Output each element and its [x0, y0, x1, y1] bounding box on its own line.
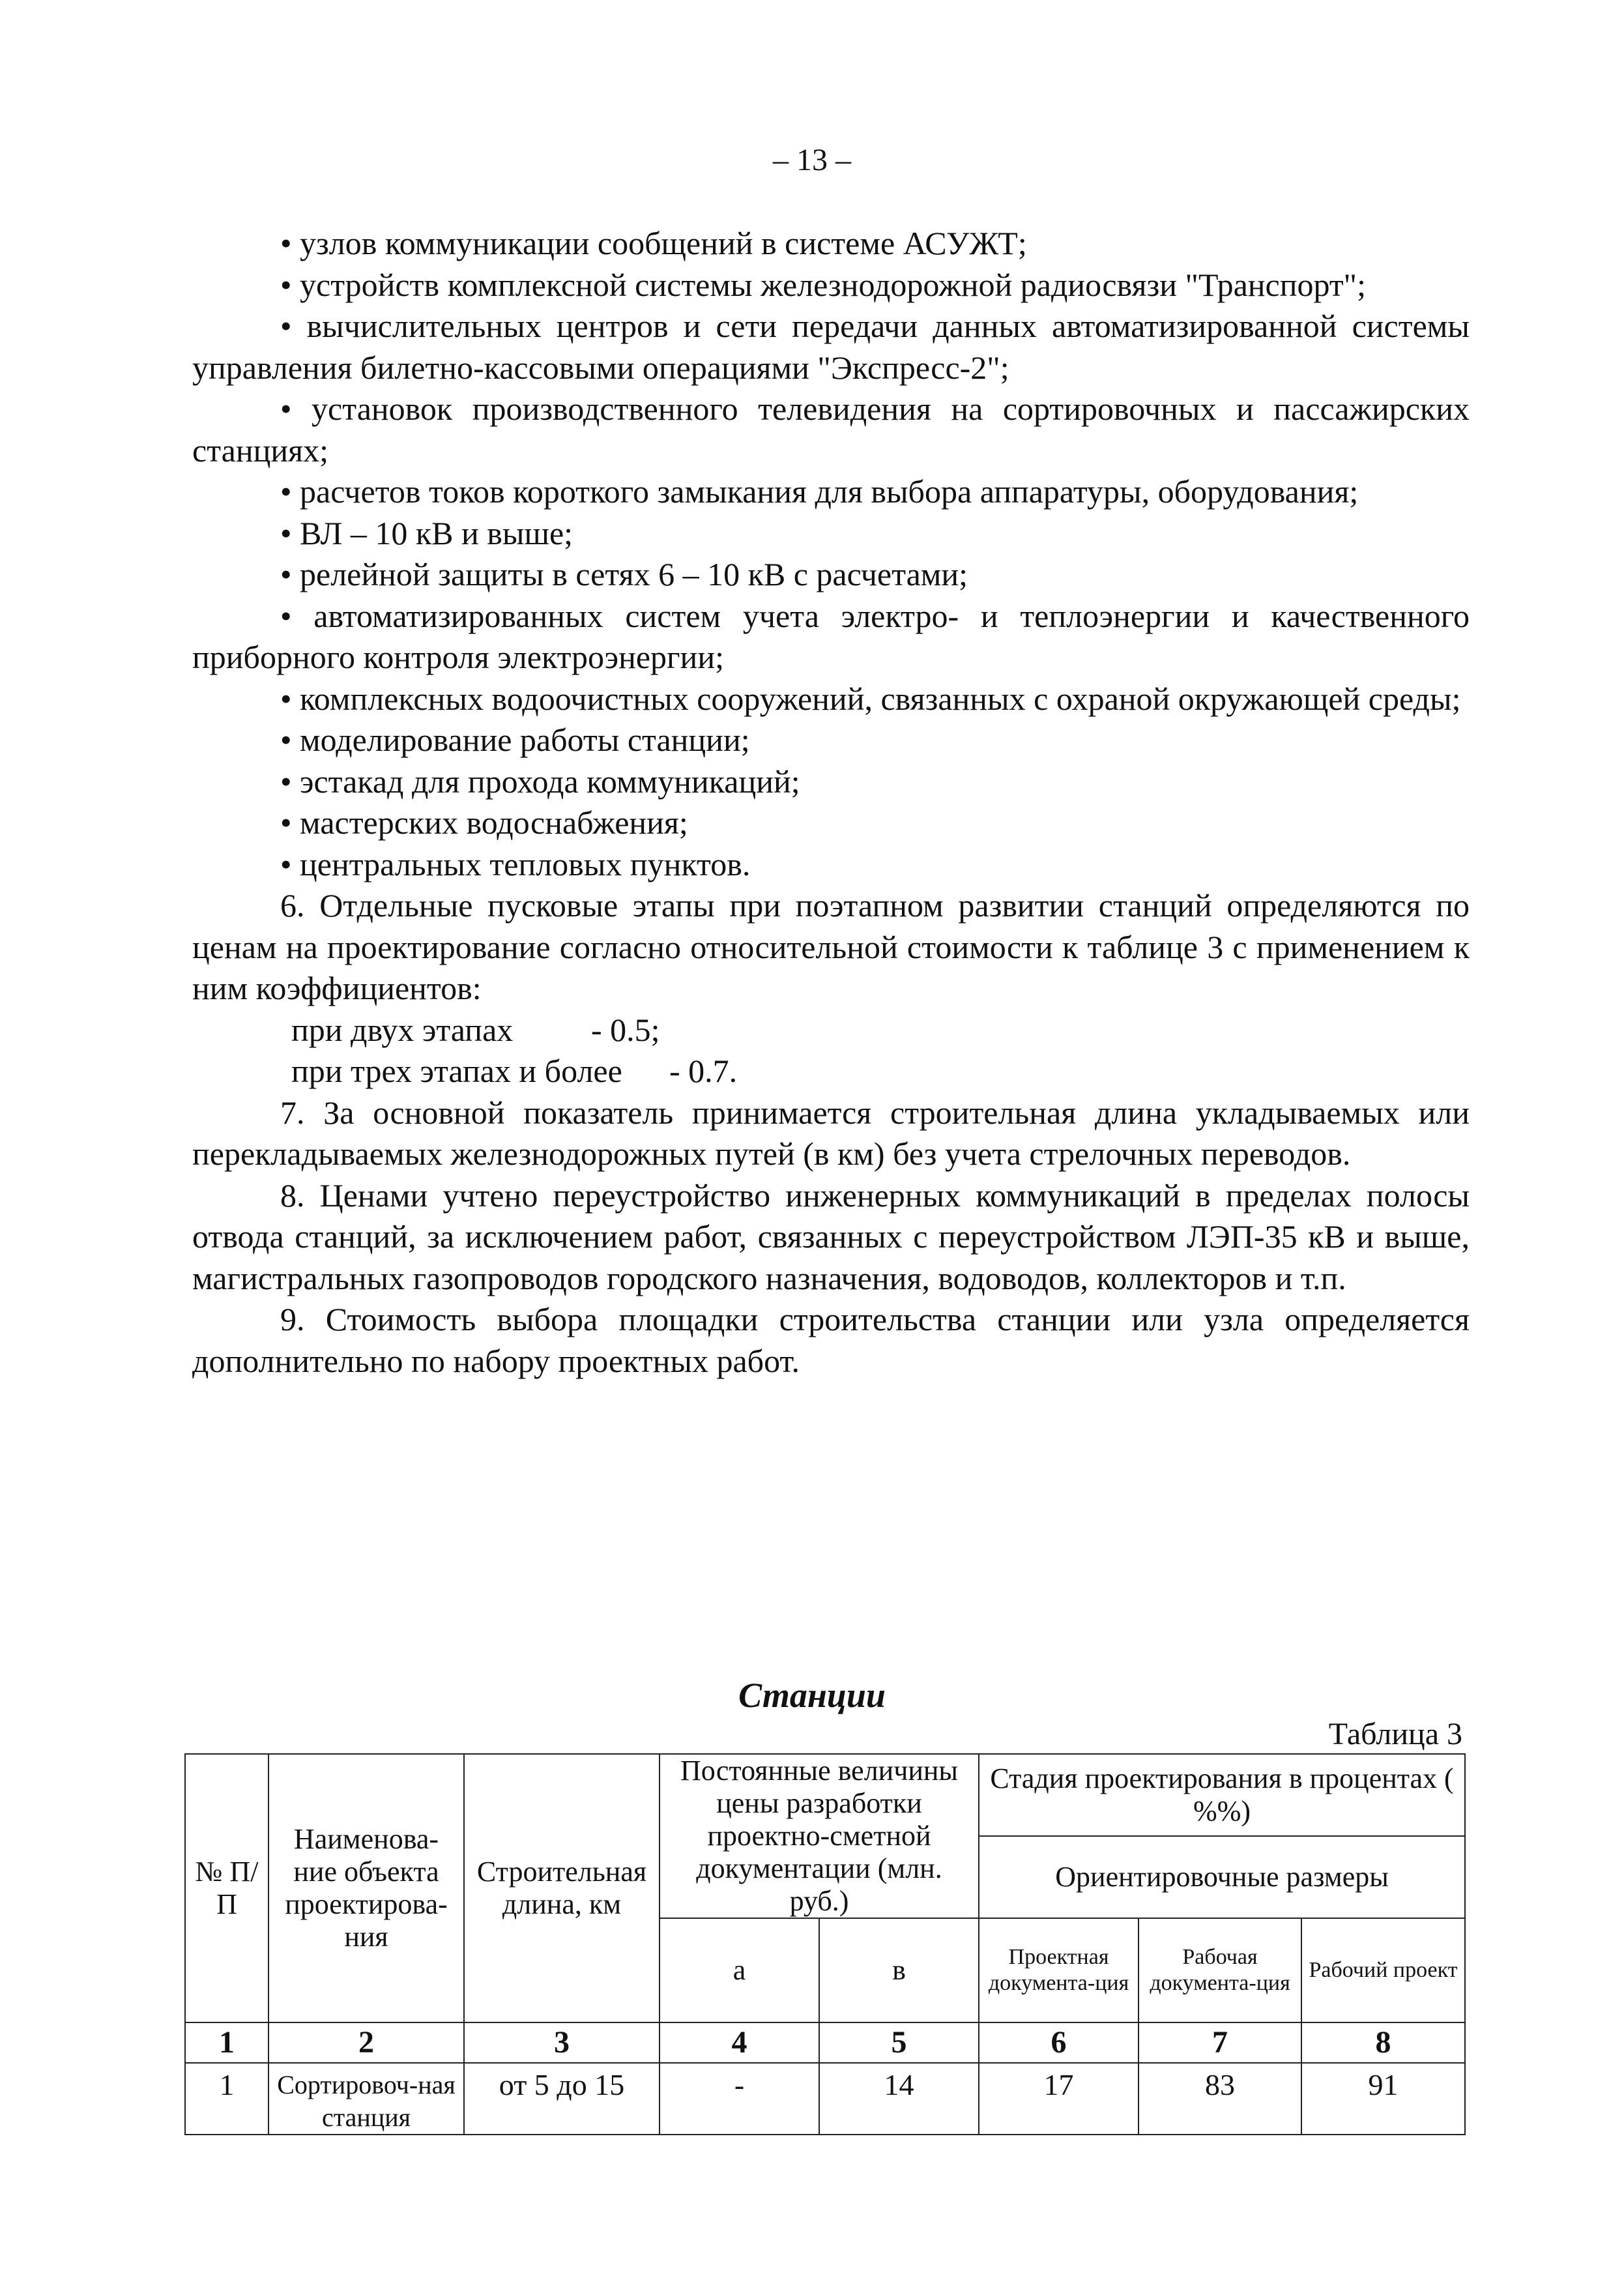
- column-number: 3: [464, 2022, 660, 2063]
- paragraph-9: 9. Стоимость выбора площадки строительства станции или узла определяется дополнительно по набору проектных работ.: [192, 1301, 1470, 1379]
- paragraph-6: 6. Отдельные пусковые этапы при поэтапном развитии станций определяются по ценам на проектирование согласно относительной стоимости к таблице 3 с применением к ним коэффициентов:: [192, 887, 1470, 1006]
- header-const: Постоянные величины цены разработки проектно-сметной документации (млн. руб.): [660, 1754, 979, 1918]
- document-body: [192, 223, 1470, 1382]
- header-name: Наименова-ние объекта проектирова-ния: [268, 1754, 464, 2022]
- bullet-item: • устройств комплексной системы железнодорожной радиосвязи "Транспорт";: [192, 265, 1470, 306]
- header-b: в: [819, 1918, 979, 2022]
- column-number: 6: [979, 2022, 1138, 2063]
- bullet-item: • узлов коммуникации сообщений в системе АСУЖТ;: [192, 223, 1470, 265]
- header-approx: Ориентировочные размеры: [979, 1836, 1465, 1918]
- coefficient-label: при трех этапах и более: [291, 1053, 622, 1089]
- column-number: 1: [185, 2022, 268, 2063]
- header-num: № П/П: [185, 1754, 268, 2022]
- header-proj-doc: Проектная документа-ция: [979, 1918, 1138, 2022]
- bullet-item: • автоматизированных систем учета электро- и теплоэнергии и качественного приборного контроля электроэнергии;: [192, 596, 1470, 679]
- coefficient-line: [192, 1051, 1470, 1092]
- paragraph-7: 7. За основной показатель принимается строительная длина укладываемых или перекладываемых железнодорожных путей (в км) без учета стрелочных переводов.: [192, 1094, 1470, 1172]
- bullet-item: • мастерских водоснабжения;: [192, 802, 1470, 844]
- column-numbers-row: [185, 2022, 1465, 2063]
- bullet-item: • расчетов токов короткого замыкания для выбора аппаратуры, оборудования;: [192, 471, 1470, 513]
- bullet-item: • комплексных водоочистных сооружений, связанных с охраной окружающей среды;: [192, 679, 1470, 720]
- paragraph-8: 8. Ценами учтено переустройство инженерных коммуникаций в пределах полосы отвода станций, за исключением работ, связанных с переустройством ЛЭП-35 кВ и выше, магистральных газопроводов городского назначения, водоводов, коллекторов и т.п.: [192, 1176, 1470, 1296]
- header-a: а: [660, 1918, 819, 2022]
- cell-length: от 5 до 15: [464, 2063, 660, 2135]
- header-work-proj: Рабочий проект: [1301, 1918, 1465, 2022]
- bullet-item: • релейной защиты в сетях 6 – 10 кВ с расчетами;: [192, 554, 1470, 596]
- table-row: [185, 2063, 1465, 2135]
- bullet-item: • эстакад для прохода коммуникаций;: [192, 761, 1470, 803]
- coefficient-value: - 0.5;: [591, 1011, 660, 1048]
- stations-table: [184, 1753, 1466, 2135]
- column-number: 4: [660, 2022, 819, 2063]
- cell-num: 1: [185, 2063, 268, 2135]
- cell-proj-doc: 17: [979, 2063, 1138, 2135]
- table-label: Таблица 3: [1328, 1717, 1462, 1751]
- table-caption: Станции: [738, 1676, 886, 1715]
- page-number: – 13 –: [773, 143, 851, 177]
- cell-work-doc: 83: [1138, 2063, 1301, 2135]
- bullet-item: • установок производственного телевидения на сортировочных и пассажирских станциях;: [192, 388, 1470, 471]
- column-number: 5: [819, 2022, 979, 2063]
- header-stage: Стадия проектирования в процентах ( %%): [979, 1754, 1465, 1836]
- cell-b: 14: [819, 2063, 979, 2135]
- coefficient-label: при двух этапах: [291, 1011, 514, 1048]
- bullet-item: • ВЛ – 10 кВ и выше;: [192, 513, 1470, 555]
- column-number: 7: [1138, 2022, 1301, 2063]
- header-length: Строительная длина, км: [464, 1754, 660, 2022]
- cell-a: -: [660, 2063, 819, 2135]
- cell-name: Сортировоч-ная станция: [268, 2063, 464, 2135]
- bullet-item: • моделирование работы станции;: [192, 720, 1470, 761]
- bullet-item: • вычислительных центров и сети передачи данных автоматизированной системы управления билетно-кассовыми операциями "Экспресс-2";: [192, 306, 1470, 388]
- column-number: 8: [1301, 2022, 1465, 2063]
- coefficient-value: - 0.7.: [669, 1053, 738, 1089]
- header-work-doc: Рабочая документа-ция: [1138, 1918, 1301, 2022]
- coefficient-line: [192, 1010, 1470, 1051]
- column-number: 2: [268, 2022, 464, 2063]
- bullet-item: • центральных тепловых пунктов.: [192, 844, 1470, 886]
- cell-work-proj: 91: [1301, 2063, 1465, 2135]
- table-header-row: [185, 1754, 1465, 1836]
